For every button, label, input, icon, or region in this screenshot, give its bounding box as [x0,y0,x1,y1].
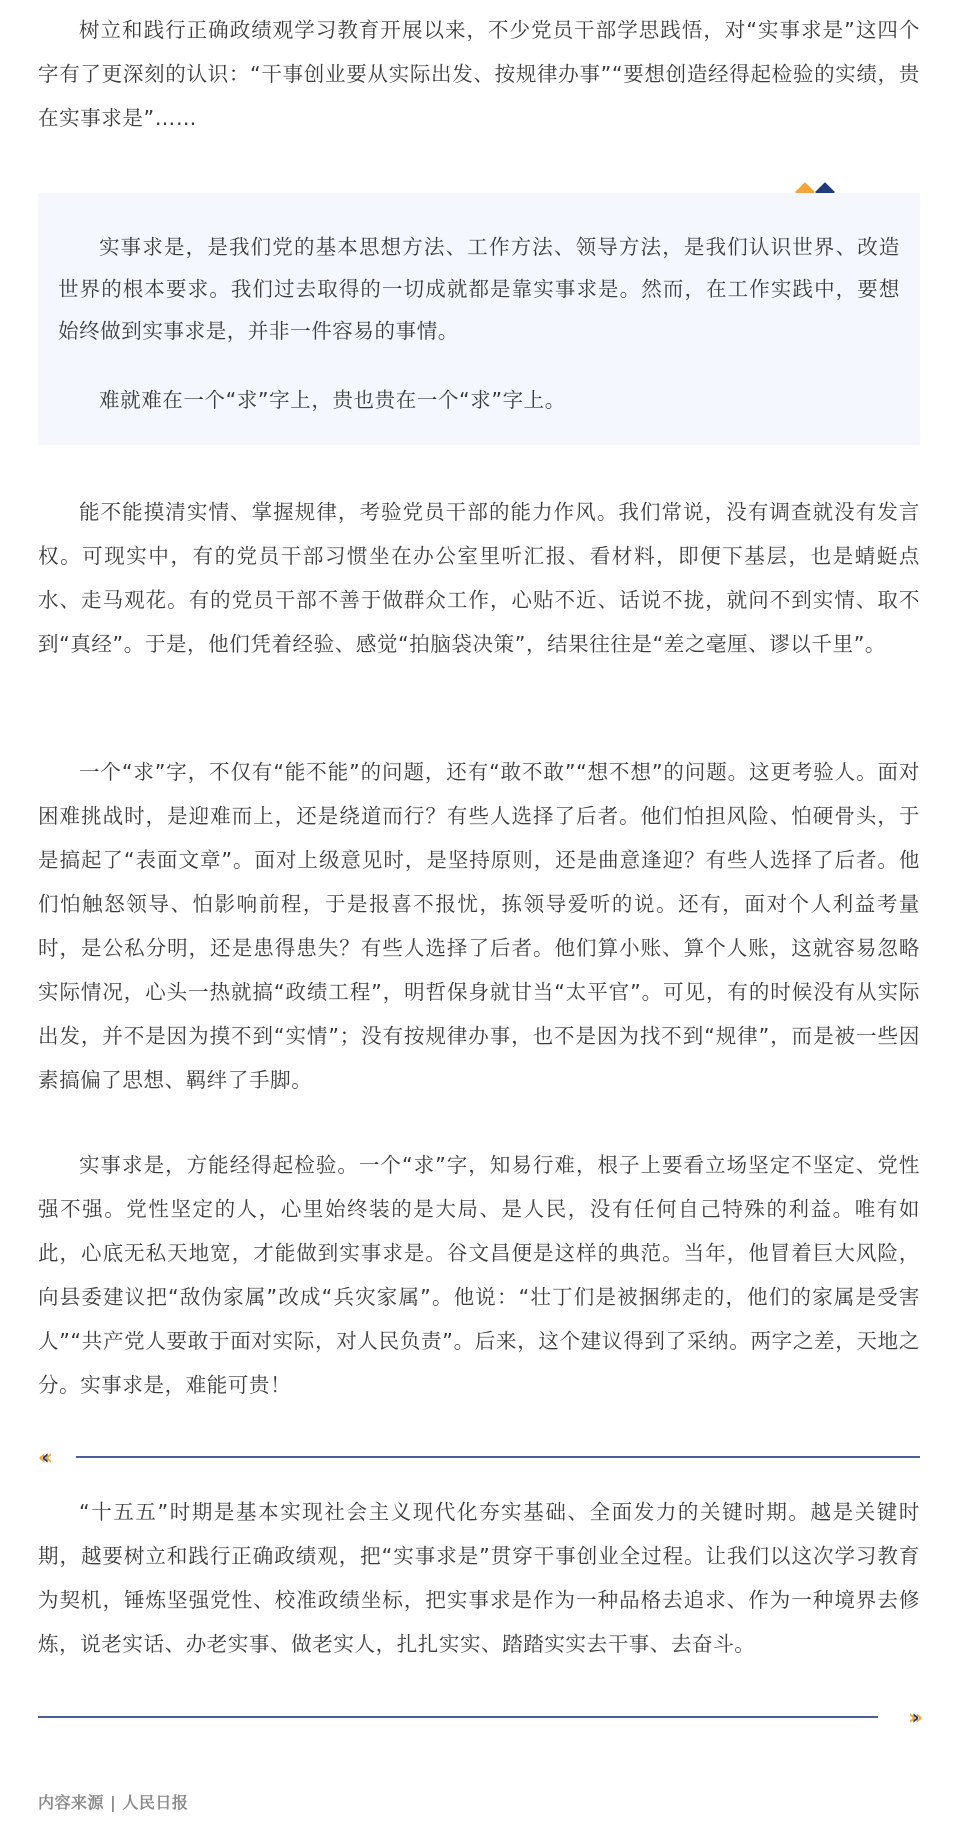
body-paragraph-2: 一个“求”字，不仅有“能不能”的问题，还有“敢不敢”“想不想”的问题。这更考验人。面对困难挑战时，是迎难而上，还是绕道而行？有些人选择了后者。他们怕担风险、怕硬骨头，于是搞起了“表面文章”。面对上级意见时，是坚持原则，还是曲意逢迎？有些人选择了后者。他们怕触怒领导、怕影响前程，于是报喜不报忧，拣领导爱听的说。还有，面对个人利益考量时，是公私分明，还是患得患失？有些人选择了后者。他们算小账、算个人账，这就容易忽略实际情况，心头一热就搞“政绩工程”，明哲保身就甘当“太平官”。可见，有的时候没有从实际出发，并不是因为摸不到“实情”；没有按规律办事，也不是因为找不到“规律”，而是被一些因素搞偏了思想、羁绊了手脚。 [38,760,920,1092]
source-label: 内容来源 [38,1793,105,1812]
body-paragraph-3: 实事求是，方能经得起检验。一个“求”字，知易行难，根子上要看立场坚定不坚定、党性强不强。党性坚定的人，心里始终装的是大局、是人民，没有任何自己特殊的利益。唯有如此，心底无私天地宽，才能做到实事求是。谷文昌便是这样的典范。当年，他冒着巨大风险，向县委建议把“敌伪家属”改成“兵灾家属”。他说：“壮丁们是被捆绑走的，他们的家属是受害人”“共产党人要敢于面对实际，对人民负责”。后来，这个建议得到了采纳。两字之差，天地之分。实事求是，难能可贵！ [38,1153,920,1397]
double-chevron-right-icon: ››› [908,1705,918,1729]
intro-paragraph: 树立和践行正确政绩观学习教育开展以来，不少党员干部学思践悟，对“实事求是”这四个字有了更深刻的认识：“干事创业要从实际出发、按规律办事”“要想创造经得起检验的实绩，贵在实事求是”…… [38,18,920,130]
quote-box [38,193,920,445]
quote-paragraph-2: 难就难在一个“求”字上，贵也贵在一个“求”字上。 [99,388,566,412]
source-name: 人民日报 [122,1793,189,1812]
content-source [38,1790,188,1813]
conclusion-paragraph: “十五五”时期是基本实现社会主义现代化夯实基础、全面发力的关键时期。越是关键时期，越要树立和践行正确政绩观，把“实事求是”贯穿干事创业全过程。让我们以这次学习教育为契机，锤炼坚强党性、校准政绩坐标，把实事求是作为一种品格去追求、作为一种境界去修炼，说老实话、办老实事、做老实人，扎扎实实、踏踏实实去干事、去奋斗。 [38,1500,920,1656]
divider-line [38,1716,878,1718]
section-divider-bottom [38,1707,920,1727]
divider-line [76,1456,920,1458]
body-paragraph-1: 能不能摸清实情、掌握规律，考验党员干部的能力作风。我们常说，没有调查就没有发言权。可现实中，有的党员干部习惯坐在办公室里听汇报、看材料，即便下基层，也是蜻蜓点水、走马观花。有的党员干部不善于做群众工作，心贴不近、话说不拢，就问不到实情、取不到“真经”。于是，他们凭着经验、感觉“拍脑袋决策”，结果往往是“差之毫厘、谬以千里”。 [38,500,920,656]
source-separator: | [110,1793,117,1812]
quote-paragraph-1: 实事求是，是我们党的基本思想方法、工作方法、领导方法，是我们认识世界、改造世界的根本要求。我们过去取得的一切成就都是靠实事求是。然而，在工作实践中，要想始终做到实事求是，并非一件容易的事情。 [58,235,900,343]
section-divider-top [38,1447,920,1467]
double-chevron-left-icon: ‹‹‹ [38,1445,48,1469]
